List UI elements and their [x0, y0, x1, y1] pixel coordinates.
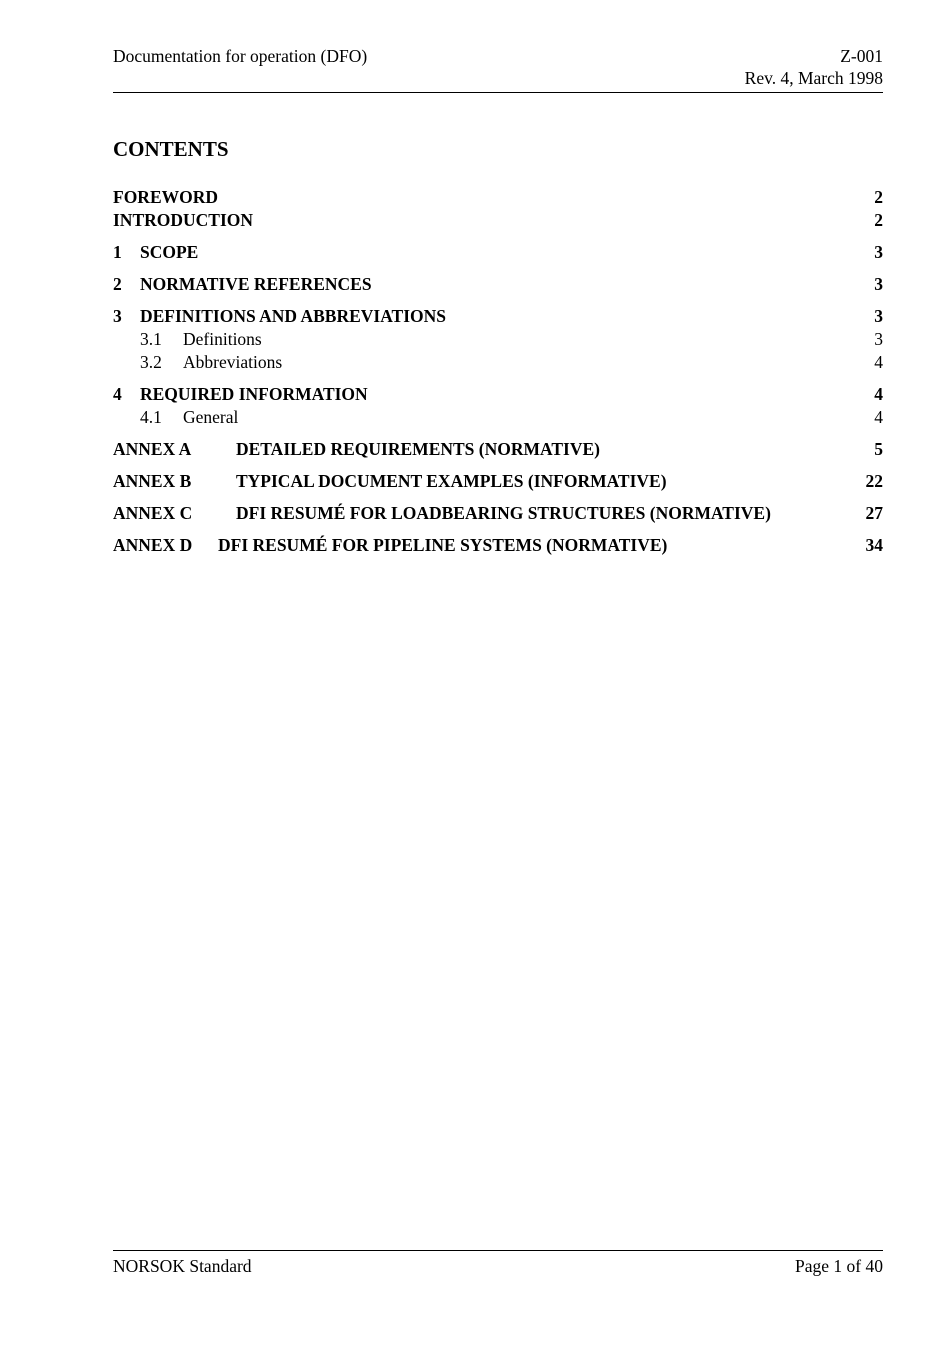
- toc-page-number: 5: [874, 439, 883, 459]
- toc-label: DEFINITIONS AND ABBREVIATIONS: [140, 306, 447, 326]
- page-header: [113, 46, 883, 93]
- toc-section-number: 3: [113, 306, 122, 326]
- toc-section-number: 3.2: [140, 352, 162, 372]
- toc-label: DFI RESUMÉ FOR PIPELINE SYSTEMS (NORMATIVE): [218, 535, 668, 555]
- toc-page-number: 34: [865, 535, 883, 555]
- toc-entry-scope[interactable]: [113, 241, 883, 264]
- toc-label: REQUIRED INFORMATION: [140, 384, 368, 404]
- toc-entry-normative-references[interactable]: [113, 273, 883, 296]
- header-doc-title: Documentation for operation (DFO): [113, 46, 368, 66]
- toc-label: NORMATIVE REFERENCES: [140, 274, 372, 294]
- toc-section-number: 2: [113, 274, 122, 294]
- toc-page-number: 4: [874, 352, 883, 372]
- table-of-contents: [113, 186, 883, 557]
- toc-page-number: 22: [865, 471, 883, 491]
- toc-page-number: 3: [874, 242, 883, 262]
- toc-page-number: 3: [874, 329, 883, 349]
- toc-section-number: 4: [113, 384, 122, 404]
- toc-section-number: 1: [113, 242, 122, 262]
- footer-page-number: Page 1 of 40: [795, 1256, 883, 1276]
- toc-page-number: 4: [874, 407, 883, 427]
- toc-annex-number: ANNEX B: [113, 471, 192, 491]
- toc-page-number: 3: [874, 306, 883, 326]
- toc-page-number: 4: [874, 384, 883, 404]
- contents-title: CONTENTS: [113, 137, 229, 161]
- toc-entry-definitions-and-abbreviations[interactable]: [113, 305, 883, 328]
- toc-label: TYPICAL DOCUMENT EXAMPLES (INFORMATIVE): [236, 471, 667, 491]
- toc-page-number: 2: [874, 187, 883, 207]
- toc-entry-abbreviations[interactable]: [113, 351, 883, 374]
- toc-entry-introduction[interactable]: [113, 209, 883, 232]
- toc-entry-foreword[interactable]: [113, 186, 883, 209]
- toc-section-number: 3.1: [140, 329, 162, 349]
- toc-label: DETAILED REQUIREMENTS (NORMATIVE): [236, 439, 600, 459]
- toc-label: General: [183, 407, 239, 427]
- page-footer: [113, 1250, 883, 1276]
- toc-label: Abbreviations: [183, 352, 283, 372]
- toc-page-number: 27: [865, 503, 883, 523]
- toc-annex-number: ANNEX A: [113, 439, 192, 459]
- header-revision: Rev. 4, March 1998: [744, 68, 883, 88]
- toc-annex-number: ANNEX C: [113, 503, 193, 523]
- toc-label: INTRODUCTION: [113, 210, 254, 230]
- toc-label: Definitions: [183, 329, 262, 349]
- toc-label: DFI RESUMÉ FOR LOADBEARING STRUCTURES (NORMATIVE): [236, 503, 771, 523]
- toc-entry-annex-d[interactable]: [113, 534, 883, 557]
- toc-page-number: 3: [874, 274, 883, 294]
- toc-entry-annex-a[interactable]: [113, 438, 883, 461]
- toc-entry-annex-b[interactable]: [113, 470, 883, 493]
- toc-entry-general[interactable]: [113, 406, 883, 429]
- toc-entry-annex-c[interactable]: [113, 502, 883, 525]
- footer-standard-name: NORSOK Standard: [113, 1256, 252, 1276]
- toc-entry-definitions[interactable]: [113, 328, 883, 351]
- toc-annex-number: ANNEX D: [113, 535, 193, 555]
- header-doc-id: Z-001: [840, 46, 883, 66]
- toc-section-number: 4.1: [140, 407, 162, 427]
- toc-label: SCOPE: [140, 242, 199, 262]
- toc-entry-required-information[interactable]: [113, 383, 883, 406]
- toc-label: FOREWORD: [113, 187, 218, 207]
- toc-page-number: 2: [874, 210, 883, 230]
